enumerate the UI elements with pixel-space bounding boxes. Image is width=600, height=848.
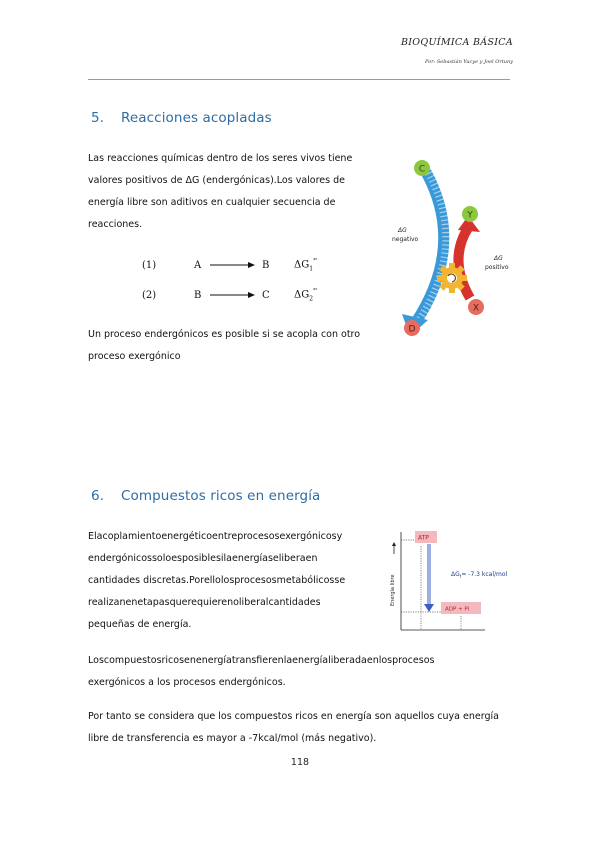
text-fragment: posible: [181, 553, 216, 564]
text-fragment: energía libre son aditivos en cualquier secuencia de: [88, 197, 336, 208]
equation-product: C: [262, 289, 270, 301]
text-fragment: procesos: [237, 531, 280, 542]
text-fragment: libre de transferencia es mayor a -7kcal/mol (más negativo).: [88, 733, 377, 744]
section-5-number: 5.: [91, 110, 105, 126]
text-fragment: energía: [232, 553, 268, 564]
text-fragment: procesos: [234, 575, 277, 586]
paragraph-line: [88, 570, 371, 592]
delta-g-subscript: 1: [309, 265, 314, 273]
text-fragment: Por: [189, 575, 204, 586]
equation-reactant: B: [194, 289, 202, 301]
atp-energy-diagram: [385, 526, 517, 636]
text-fragment: en: [125, 597, 138, 608]
text-fragment: compuestos: [103, 655, 162, 666]
text-fragment: es: [171, 553, 182, 564]
paragraph-line: [88, 650, 516, 672]
text-fragment: energético: [161, 531, 213, 542]
paragraph-line: [88, 192, 364, 214]
right-caption-dg: ΔG: [494, 255, 503, 262]
text-fragment: la: [283, 655, 293, 666]
reaction-arrow-icon: [208, 290, 256, 300]
text-fragment: si: [215, 553, 224, 564]
section-5-intro-paragraph: [88, 148, 364, 236]
header-rule: [88, 79, 510, 80]
left-caption-negative: negativo: [392, 236, 419, 243]
text-fragment: energía: [195, 655, 232, 666]
paragraph-line: [88, 728, 516, 750]
text-fragment: metabólicos: [276, 575, 335, 586]
text-fragment: liberada: [328, 655, 367, 666]
text-fragment: El: [88, 531, 97, 542]
paragraph-line: proceso exergónico: [88, 351, 181, 362]
paragraph-line: [88, 548, 371, 570]
coupled-reactions-figure: [388, 150, 520, 350]
paragraph-line: [88, 148, 364, 170]
paragraph-line: [88, 170, 364, 192]
delta-g-superscript: °': [313, 288, 318, 295]
delta-g-symbol: ΔG: [294, 289, 310, 301]
paragraph-line: Un proceso endergónicos es posible si se acopla con otro: [88, 329, 361, 340]
adp-label: ADP + Pi: [445, 606, 470, 613]
text-fragment: se: [267, 553, 279, 564]
paragraph-line: [88, 592, 371, 614]
text-fragment: valores positivos de ΔG (endergónicas).: [88, 175, 277, 186]
equation-delta-g: [294, 288, 318, 302]
paragraph-line: [88, 614, 371, 636]
text-fragment: procesos: [392, 655, 435, 666]
dg-value-label: [451, 571, 508, 579]
text-fragment: en: [305, 553, 318, 564]
text-fragment: transfieren: [231, 655, 284, 666]
y-axis-label: Energía libre: [390, 574, 396, 606]
text-fragment: reacciones.: [88, 219, 143, 230]
header-authors: Por: Sebastián Yucye y Joel Ortuny: [425, 59, 513, 65]
node-x-label: X: [472, 303, 480, 314]
delta-g-symbol: ΔG: [294, 259, 310, 271]
section-6-threshold-paragraph: [88, 706, 516, 750]
text-fragment: que: [169, 597, 188, 608]
text-fragment: endergónicos: [88, 553, 152, 564]
text-fragment: los: [220, 575, 235, 586]
node-y-label: Y: [467, 210, 473, 221]
paragraph-line: [88, 214, 364, 236]
text-fragment: y: [336, 531, 343, 542]
section-5-title: Reacciones acopladas: [121, 110, 272, 126]
text-fragment: la: [223, 553, 232, 564]
delta-g-subscript: 2: [309, 295, 314, 303]
text-fragment: etapas: [137, 597, 170, 608]
delta-g-superscript: °': [313, 258, 318, 265]
text-fragment: Los valores de: [276, 175, 345, 186]
section-6-number: 6.: [91, 488, 105, 504]
node-c-label: C: [418, 164, 426, 175]
text-fragment: entre: [212, 531, 238, 542]
text-fragment: ello: [203, 575, 221, 586]
section-6-heading: [91, 488, 320, 504]
dg-symbol: ΔG: [451, 571, 460, 578]
text-fragment: en: [366, 655, 379, 666]
text-fragment: se: [334, 575, 346, 586]
page-number: 118: [290, 757, 310, 768]
text-fragment: ricos: [161, 655, 185, 666]
section-6-title: Compuestos ricos en energía: [121, 488, 321, 504]
dg-value: = -7.3 kcal/mol: [461, 571, 508, 578]
equation-delta-g: [294, 258, 318, 272]
paragraph-line: [88, 672, 516, 694]
text-fragment: libera: [278, 553, 306, 564]
text-fragment: realizan: [88, 597, 126, 608]
equation-index: (1): [142, 259, 157, 271]
node-d-label: D: [408, 324, 416, 335]
text-fragment: Las reacciones químicas dentro de los seres vivos tiene: [88, 153, 353, 164]
text-fragment: Los: [88, 655, 104, 666]
text-fragment: cantidades: [268, 597, 321, 608]
section-6-transfer-paragraph: [88, 650, 516, 694]
equation-reactant: A: [194, 259, 202, 271]
atp-label: ATP: [418, 534, 429, 542]
text-fragment: los: [378, 655, 393, 666]
text-fragment: exergónicos: [279, 531, 337, 542]
text-fragment: en: [184, 655, 196, 666]
equation-row: [142, 288, 318, 302]
equation-index: (2): [142, 289, 157, 301]
text-fragment: Por tanto se considera que los compuestos ricos en energía son aquellos cuya energía: [88, 711, 499, 722]
dg-subscript: t: [459, 573, 462, 579]
negative-dg-arrow: [416, 172, 444, 322]
section-5-heading: [91, 110, 272, 126]
text-fragment: cantidades discretas.: [88, 575, 190, 586]
text-fragment: exergónicos a los procesos endergónicos.: [88, 677, 286, 688]
text-fragment: solo: [151, 553, 172, 564]
header-title: BIOQUÍMICA BÁSICA: [400, 37, 513, 48]
text-fragment: pequeñas de energía.: [88, 619, 192, 630]
text-fragment: liberal: [238, 597, 269, 608]
section-5-coupling-paragraph: [88, 324, 364, 368]
paragraph-line: [88, 526, 371, 548]
text-fragment: energía: [292, 655, 329, 666]
text-fragment: o: [233, 597, 239, 608]
equation-product: B: [262, 259, 270, 271]
text-fragment: requieren: [187, 597, 234, 608]
right-caption-positive: positivo: [485, 264, 509, 271]
equation-row: [142, 258, 318, 272]
section-6-intro-paragraph: [88, 526, 371, 636]
left-caption-dg: ΔG: [398, 227, 407, 234]
reaction-arrow-icon: [208, 260, 256, 270]
paragraph-line: [88, 706, 516, 728]
text-fragment: acoplamiento: [96, 531, 162, 542]
